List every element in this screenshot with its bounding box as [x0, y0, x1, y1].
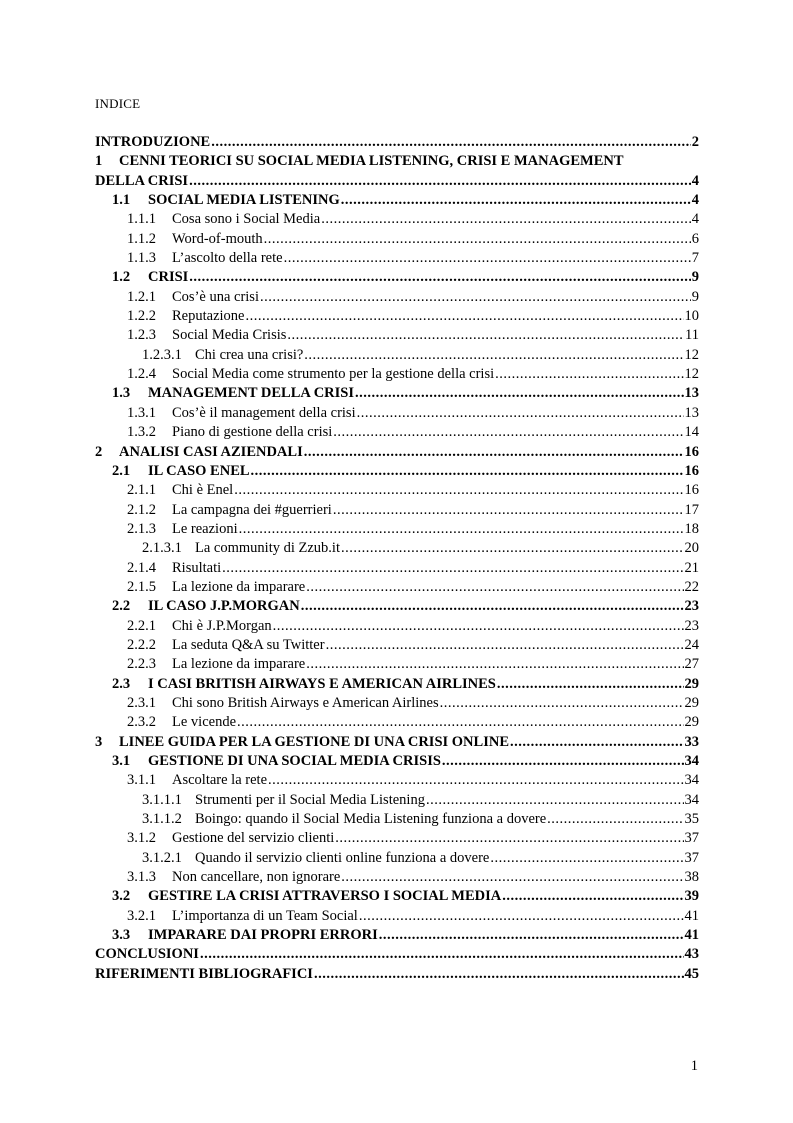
- toc-entry-number: 2.2: [112, 598, 131, 615]
- toc-entry-number: 2.2.2: [127, 636, 156, 653]
- toc-entry-leader: [268, 771, 683, 790]
- toc-entry-leader: [442, 752, 684, 771]
- toc-entry-leader: [495, 365, 683, 384]
- toc-entry-title: IL CASO J.P.MORGAN: [148, 598, 300, 615]
- toc-entry-leader: [326, 636, 684, 655]
- toc-entry-leader: [222, 559, 683, 578]
- toc-entry-page: 4: [691, 172, 699, 189]
- toc-entry-leader: [490, 849, 683, 868]
- toc-entry-leader: [359, 907, 684, 926]
- toc-entry-page: 9: [691, 288, 699, 305]
- toc-entry[interactable]: [95, 636, 699, 655]
- toc-entry-page: 29: [684, 694, 699, 711]
- toc-entry-leader: [189, 268, 690, 287]
- toc-entry-number: 2.1.3: [127, 520, 156, 537]
- toc-entry-leader: [341, 191, 691, 210]
- toc-entry-page: 29: [684, 714, 699, 731]
- toc-entry-leader: [237, 713, 683, 732]
- toc-entry-title: Strumenti per il Social Media Listening: [195, 791, 425, 808]
- toc-entry-title: Boingo: quando il Social Media Listening funziona a dovere: [195, 811, 547, 828]
- toc-entry-page: 13: [684, 404, 699, 421]
- toc-entry-page: 41: [684, 927, 699, 944]
- toc-entry-page: 16: [684, 482, 699, 499]
- toc-entry-page: 18: [684, 520, 699, 537]
- toc-entry-page: 16: [684, 462, 699, 479]
- toc-entry-number: 3.1.2: [127, 830, 156, 847]
- toc-entry[interactable]: [95, 597, 699, 616]
- toc-entry-title: MANAGEMENT DELLA CRISI: [148, 385, 354, 402]
- toc-entry-number: 1: [95, 153, 103, 170]
- toc-entry-title: IL CASO ENEL: [148, 462, 250, 479]
- toc-entry-title: Quando il servizio clienti online funziona a dovere: [195, 849, 490, 866]
- toc-entry-number: 3.1.1.1: [142, 791, 182, 808]
- toc-entry-leader: [341, 539, 684, 558]
- toc-entry-title: CENNI TEORICI SU SOCIAL MEDIA LISTENING, CRISI E MANAGEMENT: [119, 153, 624, 170]
- toc-entry[interactable]: [95, 152, 699, 171]
- toc-entry-number: 2: [95, 443, 103, 460]
- toc-entry-number: 2.3.1: [127, 694, 156, 711]
- toc-entry-page: 37: [684, 830, 699, 847]
- toc-entry-leader: [510, 733, 684, 752]
- toc-entry[interactable]: [95, 268, 699, 287]
- toc-entry-page: 12: [684, 366, 699, 383]
- toc-entry-title: L’ascolto della rete: [172, 250, 283, 267]
- toc-entry-page: 13: [684, 385, 699, 402]
- toc-entry[interactable]: [95, 423, 699, 442]
- toc-entry-leader: [306, 655, 683, 674]
- toc-entry-leader: [301, 597, 684, 616]
- toc-entry-leader: [547, 810, 683, 829]
- toc-entry[interactable]: [95, 945, 699, 964]
- toc-entry-page: 22: [684, 578, 699, 595]
- toc-entry[interactable]: [95, 829, 699, 848]
- toc-entry-title: Social Media Crisis: [172, 327, 287, 344]
- toc-entry-title: La lezione da imparare: [172, 656, 306, 673]
- toc-entry-page: 39: [684, 888, 699, 905]
- toc-entry-page: 10: [684, 308, 699, 325]
- toc-entry[interactable]: [95, 404, 699, 423]
- toc-entry-leader: [333, 423, 683, 442]
- toc-entry-page: 27: [684, 656, 699, 673]
- toc-entry-leader: [355, 384, 684, 403]
- toc-entry[interactable]: [95, 191, 699, 210]
- page-number: 1: [690, 1058, 698, 1074]
- toc-entry-leader: [264, 230, 691, 249]
- toc-entry-title: Non cancellare, non ignorare: [172, 869, 341, 886]
- toc-entry-page: 33: [684, 733, 699, 750]
- toc-entry-page: 43: [684, 946, 699, 963]
- toc-entry-title: DELLA CRISI: [95, 172, 189, 189]
- toc-entry[interactable]: [95, 810, 699, 829]
- toc-entry-page: 9: [691, 269, 699, 286]
- toc-entry-number: 2.2.1: [127, 617, 156, 634]
- toc-entry-number: 2.1.4: [127, 559, 156, 576]
- toc-entry-number: 1.1: [112, 192, 131, 209]
- toc-entry-number: 1.1.1: [127, 211, 156, 228]
- toc-entry[interactable]: [95, 752, 699, 771]
- toc-entry-leader: [379, 926, 684, 945]
- toc-entry[interactable]: [95, 791, 699, 810]
- toc-entry-page: 34: [684, 772, 699, 789]
- toc-entry-page: 45: [684, 965, 699, 982]
- toc-entry-title: Cos’è una crisi: [172, 288, 259, 305]
- toc-entry-number: 1.3.1: [127, 404, 156, 421]
- toc-entry-page: 20: [684, 540, 699, 557]
- toc-entry-page: 11: [685, 327, 699, 344]
- toc-entry-page: 37: [684, 849, 699, 866]
- toc-entry-leader: [333, 501, 684, 520]
- toc-entry[interactable]: [95, 578, 699, 597]
- toc-entry[interactable]: [95, 249, 699, 268]
- toc-entry-page: 34: [684, 753, 699, 769]
- toc-entry-page: 6: [691, 230, 699, 247]
- toc-entry-number: 2.3.2: [127, 714, 156, 731]
- toc-entry-leader: [273, 617, 684, 636]
- toc-entry[interactable]: [95, 849, 699, 868]
- toc-entry-title: Gestione del servizio clienti: [172, 830, 335, 847]
- toc-entry[interactable]: [95, 462, 699, 481]
- toc-entry-number: 2.1: [112, 462, 131, 479]
- toc-entry-page: 23: [684, 617, 699, 634]
- toc-entry-title: Chi è Enel: [172, 482, 234, 499]
- toc-entry-leader: [304, 443, 684, 462]
- toc-entry-number: 1.3.2: [127, 424, 156, 441]
- toc-entry-title: La lezione da imparare: [172, 578, 306, 595]
- toc-entry[interactable]: [95, 520, 699, 539]
- toc-entry-title: L’importanza di un Team Social: [172, 907, 358, 924]
- toc-entry[interactable]: [95, 288, 699, 307]
- toc-entry[interactable]: [95, 346, 699, 365]
- toc-entry-leader: [440, 694, 684, 713]
- toc-entry-page: 29: [684, 675, 699, 692]
- toc-entry[interactable]: [95, 887, 699, 906]
- toc-entry-leader: [314, 965, 684, 984]
- toc-entry-title: INTRODUZIONE: [95, 134, 211, 150]
- toc-entry-page: 35: [684, 811, 699, 828]
- toc-heading: INDICE: [95, 96, 141, 111]
- toc-entry-number: 3.2.1: [127, 907, 156, 924]
- toc-entry[interactable]: [95, 326, 699, 345]
- toc-entry-leader: [502, 887, 683, 906]
- toc-entry[interactable]: [95, 365, 699, 384]
- toc-entry-number: 1.2: [112, 269, 131, 286]
- toc-entry[interactable]: [95, 501, 699, 520]
- toc-entry-title: Risultati: [172, 559, 222, 576]
- toc-entry[interactable]: [95, 210, 699, 229]
- toc-entry-number: 2.1.1: [127, 482, 156, 499]
- toc-entry-number: 1.3: [112, 385, 131, 402]
- toc-entry-number: 3.2: [112, 888, 131, 905]
- toc-entry-leader: [284, 249, 691, 268]
- toc-entry-title: Ascoltare la rete: [172, 772, 268, 789]
- toc-entry-title: Chi sono British Airways e American Airlines: [172, 694, 439, 711]
- toc-entry[interactable]: [95, 655, 699, 674]
- toc-entry-page: 34: [684, 791, 699, 808]
- toc-entry-leader: [426, 791, 684, 810]
- toc-entry-number: 1.2.3: [127, 327, 156, 344]
- toc-entry-leader: [304, 346, 683, 365]
- toc-entry-leader: [321, 210, 691, 229]
- toc-entry-title: GESTIRE LA CRISI ATTRAVERSO I SOCIAL MEDIA: [148, 888, 502, 905]
- toc-entry-title: Word-of-mouth: [172, 230, 263, 247]
- toc-entry-number: 3.1.2.1: [142, 849, 182, 866]
- toc-entry[interactable]: [95, 926, 699, 945]
- toc-entry-number: 1.2.4: [127, 366, 156, 383]
- toc-entry-title: Social Media come strumento per la gestione della crisi: [172, 366, 495, 383]
- toc-entry-page: 17: [684, 501, 699, 518]
- toc-entry[interactable]: [95, 675, 699, 694]
- toc-entry-page: 2: [691, 134, 699, 150]
- toc-entry-title: I CASI BRITISH AIRWAYS E AMERICAN AIRLINES: [148, 675, 496, 692]
- toc-entry-leader: [245, 307, 683, 326]
- toc-entry[interactable]: [95, 307, 699, 326]
- toc-entry-leader: [335, 829, 683, 848]
- toc-entry-number: 1.1.3: [127, 250, 156, 267]
- toc-entry-page: 14: [684, 424, 699, 441]
- toc-entry-page: 23: [684, 598, 699, 615]
- toc-entry-leader: [287, 326, 684, 345]
- toc-entry-title: Cosa sono i Social Media: [172, 211, 321, 228]
- toc-entry-title: Reputazione: [172, 308, 245, 325]
- toc-entry[interactable]: [95, 965, 699, 984]
- toc-entry-page: 4: [691, 192, 699, 209]
- table-of-contents: [95, 133, 699, 984]
- toc-entry-number: 3.1.1.2: [142, 811, 182, 828]
- toc-entry-title: ANALISI CASI AZIENDALI: [119, 443, 303, 460]
- toc-entry-leader: [251, 462, 684, 481]
- toc-entry-number: 3: [95, 733, 103, 750]
- toc-entry-number: 1.2.2: [127, 308, 156, 325]
- toc-entry[interactable]: [95, 713, 699, 732]
- toc-entry-number: 3.3: [112, 927, 131, 944]
- toc-entry-number: 2.1.3.1: [142, 540, 182, 557]
- toc-entry-leader: [357, 404, 684, 423]
- toc-entry[interactable]: [95, 539, 699, 558]
- toc-entry-leader: [200, 945, 684, 964]
- toc-entry-leader: [211, 133, 691, 152]
- toc-entry-number: 1.2.1: [127, 288, 156, 305]
- toc-entry-page: 12: [684, 346, 699, 363]
- toc-entry-title: La community di Zzub.it: [195, 540, 340, 557]
- toc-entry[interactable]: [95, 733, 699, 752]
- toc-entry-page: 24: [684, 636, 699, 653]
- toc-entry-number: 2.1.5: [127, 578, 156, 595]
- toc-entry[interactable]: [95, 443, 699, 462]
- toc-entry-title: CRISI: [148, 269, 189, 286]
- toc-entry[interactable]: [95, 133, 699, 152]
- toc-entry-number: 3.1.1: [127, 772, 156, 789]
- toc-entry-title: Cos’è il management della crisi: [172, 404, 356, 421]
- toc-entry-leader: [189, 172, 691, 191]
- toc-entry-page: 4: [691, 211, 699, 228]
- toc-entry-title: Le reazioni: [172, 520, 238, 537]
- toc-entry[interactable]: [95, 559, 699, 578]
- toc-entry-title: LINEE GUIDA PER LA GESTIONE DI UNA CRISI ONLINE: [119, 733, 509, 750]
- toc-entry-leader: [239, 520, 684, 539]
- toc-entry-title: Le vicende: [172, 714, 237, 731]
- toc-entry-number: 2.2.3: [127, 656, 156, 673]
- toc-entry-title: Chi crea una crisi?: [195, 346, 304, 363]
- toc-entry-leader: [306, 578, 683, 597]
- toc-entry-number: 3.1.3: [127, 869, 156, 886]
- toc-entry-title: RIFERIMENTI BIBLIOGRAFICI: [95, 965, 313, 982]
- toc-entry-title: La campagna dei #guerrieri: [172, 501, 332, 518]
- toc-entry-leader: [260, 288, 691, 307]
- toc-entry-title: Piano di gestione della crisi: [172, 424, 333, 441]
- toc-entry-number: 1.1.2: [127, 230, 156, 247]
- toc-entry-number: 3.1: [112, 753, 131, 769]
- toc-entry-title: La seduta Q&A su Twitter: [172, 636, 325, 653]
- toc-entry-number: 1.2.3.1: [142, 346, 182, 363]
- toc-entry-number: 2.3: [112, 675, 131, 692]
- toc-entry-page: 21: [684, 559, 699, 576]
- toc-entry-leader: [234, 481, 683, 500]
- toc-entry-page: 41: [684, 907, 699, 924]
- toc-entry[interactable]: [95, 481, 699, 500]
- toc-entry[interactable]: [95, 771, 699, 790]
- toc-entry[interactable]: [95, 172, 699, 191]
- toc-entry[interactable]: [95, 617, 699, 636]
- toc-entry-leader: [497, 675, 684, 694]
- toc-entry-title: CONCLUSIONI: [95, 946, 199, 963]
- toc-entry[interactable]: [95, 868, 699, 887]
- toc-entry[interactable]: [95, 694, 699, 713]
- toc-entry-leader: [341, 868, 683, 887]
- toc-entry[interactable]: [95, 230, 699, 249]
- toc-entry-title: Chi è J.P.Morgan: [172, 617, 272, 634]
- toc-entry[interactable]: [95, 384, 699, 403]
- toc-entry-title: GESTIONE DI UNA SOCIAL MEDIA CRISIS: [148, 753, 441, 769]
- toc-entry-title: SOCIAL MEDIA LISTENING: [148, 192, 340, 209]
- toc-entry-page: 38: [684, 869, 699, 886]
- toc-entry-page: 7: [691, 250, 699, 267]
- toc-entry[interactable]: [95, 907, 699, 926]
- toc-entry-page: 16: [684, 443, 699, 460]
- toc-entry-number: 2.1.2: [127, 501, 156, 518]
- toc-entry-title: IMPARARE DAI PROPRI ERRORI: [148, 927, 378, 944]
